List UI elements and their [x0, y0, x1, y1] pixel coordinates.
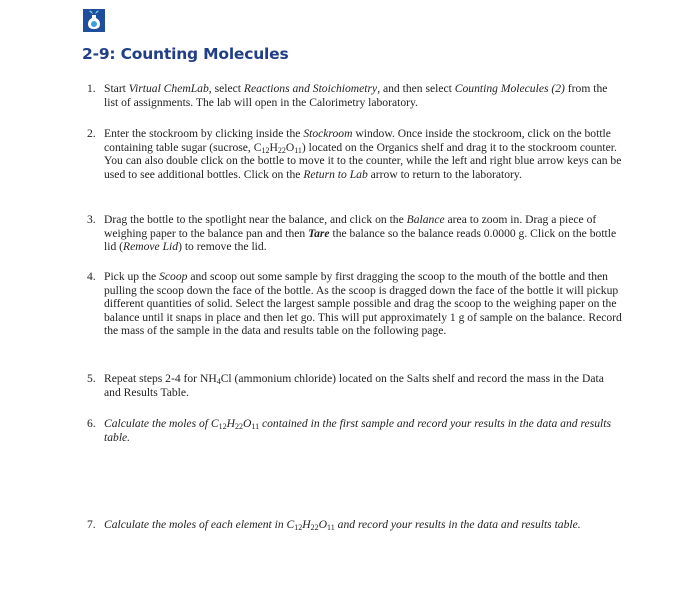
text-segment: Reactions and Stoichiometry: [243, 82, 378, 95]
subscript-text: 12: [294, 523, 303, 532]
text-segment: Return to Lab: [303, 167, 368, 181]
text-segment: Stockroom: [303, 127, 353, 140]
item-number: 5.: [87, 372, 96, 385]
item-text: [104, 213, 622, 254]
text-segment: H: [269, 140, 278, 154]
subscript-text: 12: [261, 145, 270, 155]
text-segment: ) located on the Organics shelf and drag it to the stockroom counter. You can also double click on the bottle to move it to the counter, while the left and right blue arrow keys can be used to see additional bottles. Click on the: [104, 140, 622, 181]
text-segment: Drag the bottle to the spotlight near the balance, and click on the: [104, 213, 407, 226]
item-number: 4.: [87, 270, 96, 283]
item-number: 7.: [87, 518, 96, 531]
text-segment: arrow to return to the laboratory.: [367, 167, 522, 181]
item-number: 1.: [87, 82, 96, 95]
subscript-text: 22: [235, 422, 244, 431]
text-segment: and scoop out some sample by first dragging the scoop to the mouth of the bottle and then pulling the scoop down the face of the bottle. As the scoop is dragged down the face of the bottle it will pickup different quantities of solid. Select the largest sample possible and drag the scoop to the weighing paper on the balance until it snaps in place and then let go. This will put approximately 1 g of sample on the balance. Record the mass of the sample in the data and results table on the following page.: [104, 270, 622, 338]
subscript-text: 4: [216, 377, 221, 386]
text-segment: O: [285, 140, 295, 154]
text-segment: Scoop: [159, 270, 188, 283]
text-segment: window. Once inside the stockroom, click on the bottle containing table sugar (sucrose, C: [104, 127, 611, 154]
subscript-text: 22: [277, 145, 286, 155]
item-number: 2.: [87, 127, 96, 140]
text-segment: H: [226, 417, 236, 430]
text-segment: H: [302, 518, 311, 531]
flask-icon: [83, 9, 105, 32]
text-segment: O: [243, 417, 252, 430]
text-segment: area to zoom in. Drag a piece of weighing paper to the balance pan and then: [104, 213, 597, 240]
text-segment: , select: [208, 82, 244, 95]
subscript-text: 22: [310, 523, 319, 532]
text-segment: Cl (ammonium chloride) located on the Salts shelf and record the mass in the Data and Results Table.: [104, 372, 604, 399]
text-segment: ) to remove the lid.: [178, 240, 267, 254]
item-text: [104, 417, 622, 444]
page-title: 2-9: Counting Molecules: [82, 45, 289, 63]
text-segment: Balance: [406, 213, 445, 226]
text-segment: Tare: [308, 226, 330, 240]
text-segment: Enter the stockroom by clicking inside the: [104, 127, 304, 140]
item-text: [104, 270, 622, 338]
text-segment: Remove Lid: [123, 240, 179, 254]
item-text: [104, 127, 622, 181]
text-segment: from the list of assignments. The lab will open in the Calorimetry laboratory.: [104, 82, 608, 109]
item-number: 6.: [87, 417, 96, 430]
text-segment: Counting Molecules (2): [454, 82, 565, 95]
text-segment: Pick up the: [104, 270, 160, 283]
item-text: [104, 518, 622, 532]
text-segment: contained in the first sample and record your results in the data and results table.: [104, 417, 611, 444]
text-segment: and record your results in the data and results table.: [334, 518, 581, 531]
text-segment: Virtual ChemLab: [128, 82, 209, 95]
subscript-text: 11: [327, 523, 335, 532]
text-segment: , and then select: [377, 82, 455, 95]
subscript-text: 12: [218, 422, 227, 431]
subscript-text: 11: [251, 422, 260, 431]
text-segment: Calculate the moles of each element in C: [104, 518, 295, 531]
item-text: [104, 372, 622, 399]
subscript-text: 11: [294, 145, 302, 155]
text-segment: the balance so the balance reads 0.0000 g. Click on the bottle lid (: [104, 226, 617, 254]
item-number: 3.: [87, 213, 96, 226]
item-text: [104, 82, 622, 109]
text-segment: Calculate the moles of C: [104, 417, 219, 430]
text-segment: Start: [104, 82, 129, 95]
text-segment: O: [318, 518, 328, 531]
text-segment: Repeat steps 2-4 for NH: [104, 372, 217, 385]
